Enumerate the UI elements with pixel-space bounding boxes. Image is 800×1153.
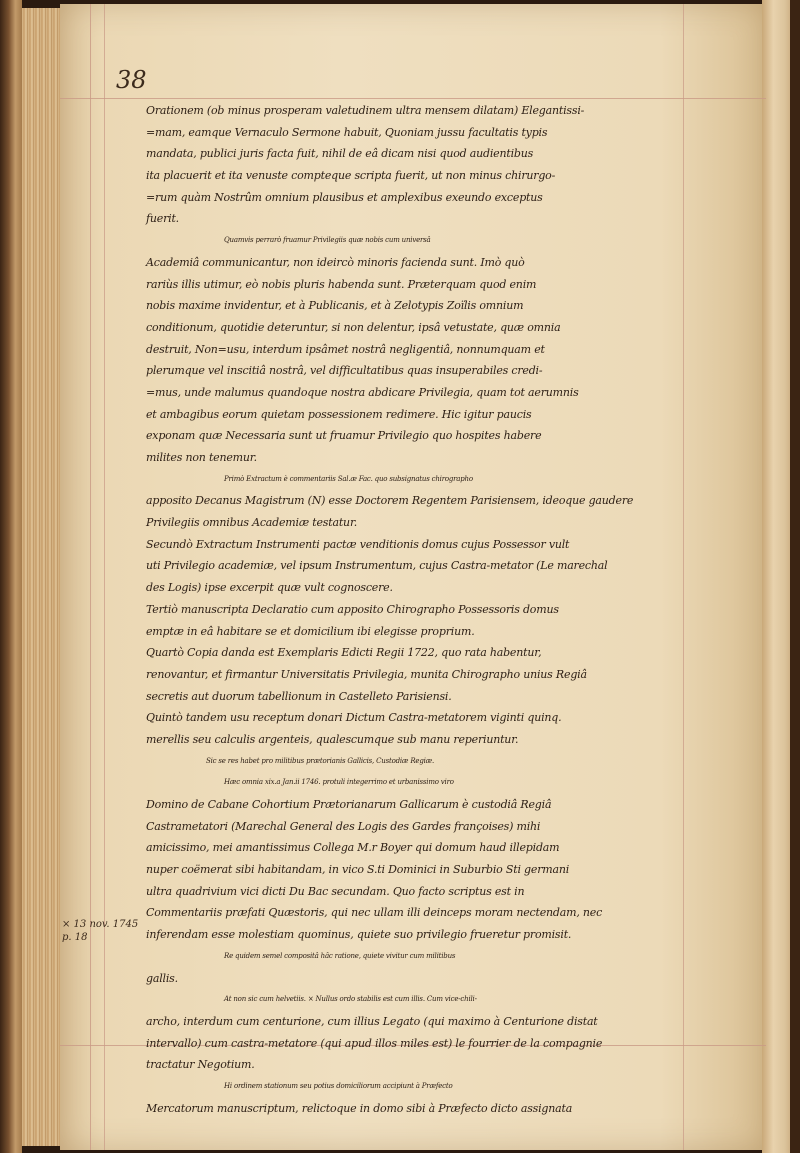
text-line: inferendam esse molestiam quominus, quiete suo privilegio frueretur promisit. <box>146 928 572 942</box>
text-line: emptæ in eâ habitare se et domicilium ibi elegisse proprium. <box>146 624 475 638</box>
text-line: Academiâ communicantur, non ideircò minoris facienda sunt. Imò quò <box>146 255 525 269</box>
text-line: Hæc omnia xix.a Jan.ii 1746. protuli integerrimo et urbanissimo viro <box>224 778 454 787</box>
text-line: Quartò Copia danda est Exemplaris Edicti Regii 1722, quo rata habentur, <box>146 646 542 660</box>
text-line: Quamvis perrarò fruamur Privilegiis quæ nobis cum universâ <box>224 236 431 245</box>
text-line: exponam quæ Necessaria sunt ut fruamur Privilegio quo hospites habere <box>146 429 542 443</box>
text-line: Tertiò manuscripta Declaratio cum apposito Chirographo Possessoris domus <box>146 602 559 616</box>
text-line: Re quidem semel compositâ hâc ratione, quiete vivitur cum militibus <box>224 951 456 960</box>
text-line: Privilegiis omnibus Academiæ testatur. <box>146 516 358 530</box>
manuscript-text <box>146 100 682 1119</box>
text-line: =mam, eamque Vernaculo Sermone habuit, Quoniam jussu facultatis typis <box>146 125 548 139</box>
text-line: secretis aut duorum tabellionum in Castelleto Parisiensi. <box>146 689 452 703</box>
text-line: plerumque vel inscitiâ nostrâ, vel difficultatibus quas insuperabiles credi- <box>146 364 543 378</box>
margin-rule-right <box>683 4 684 1150</box>
top-rule <box>60 98 766 99</box>
text-line: destruit, Non=usu, interdum ipsâmet nostrâ negligentiâ, nonnumquam et <box>146 342 545 356</box>
text-line: milites non tenemur. <box>146 451 257 464</box>
text-line: ita placuerit et ita venuste compteque scripta fuerit, ut non minus chirurgo- <box>146 169 556 183</box>
text-line: apposito Decanus Magistrum (N) esse Doctorem Regentem Parisiensem, ideoque gaudere <box>146 494 634 508</box>
right-background <box>790 0 800 1153</box>
text-line: Sic se res habet pro militibus prætorianis Gallicis, Custodiæ Regiæ. <box>206 756 435 765</box>
text-line: conditionum, quotidie deteruntur, si non delentur, ipsâ vetustate, quæ omnia <box>146 320 561 334</box>
page-stack-edge <box>22 8 62 1146</box>
text-line: nobis maxime invidentur, et à Publicanis, et à Zelotypis Zoïlis omnium <box>146 299 524 313</box>
text-line: Orationem (ob minus prosperam valetudinem ultra mensem dilatam) Elegantissi- <box>146 104 585 117</box>
text-line: =rum quàm Nostrûm omnium plausibus et amplexibus exeundo exceptus <box>146 190 543 204</box>
text-line: Castrametatori (Marechal General des Logis des Gardes françoises) mihi <box>146 819 541 833</box>
margin-note <box>62 918 142 944</box>
margin-rule-inner <box>104 4 105 1150</box>
text-line: tractatur Negotium. <box>146 1058 255 1072</box>
text-line: gallis. <box>146 971 178 985</box>
text-line: des Logis) ipse excerpit quæ vult cognoscere. <box>146 581 393 595</box>
text-line: Mercatorum manuscriptum, relictoque in domo sibi à Præfecto dicto assignata <box>146 1101 573 1115</box>
text-line: intervallo) cum castra-metatore (qui apud illos miles est) le fourrier de la compagnie <box>146 1036 603 1050</box>
margin-rule-outer <box>90 4 91 1150</box>
book-spine-edge <box>0 0 22 1153</box>
text-line: archo, interdum cum centurione, cum illius Legato (qui maximo à Centurione distat <box>146 1014 598 1028</box>
page-number: 38 <box>116 66 147 94</box>
margin-note-line: p. 18 <box>62 932 88 943</box>
text-line: fuerit. <box>146 212 179 226</box>
text-line: renovantur, et firmantur Universitatis Privilegia, munita Chirographo unius Regiâ <box>146 667 587 681</box>
text-line: At non sic cum helvetiis. × Nullus ordo stabilis est cum illis. Cum vice-chili- <box>224 995 477 1004</box>
text-line: Secundò Extractum Instrumenti pactæ venditionis domus cujus Possessor vult <box>146 537 570 551</box>
text-line: nuper coëmerat sibi habitandam, in vico S.ti Dominici in Suburbio Sti germani <box>146 863 570 877</box>
text-line: mandata, publici juris facta fuit, nihil de eâ dicam nisi quod audientibus <box>146 147 534 161</box>
text-line: amicissimo, mei amantissimus Collega M.r Boyer qui domum haud illepidam <box>146 841 560 855</box>
text-line: =mus, unde malumus quandoque nostra abdicare Privilegia, quam tot aerumnis <box>146 385 579 399</box>
text-line: Quintò tandem usu receptum donari Dictum Castra-metatorem viginti quinq. <box>146 711 562 725</box>
text-line: ultra quadrivium vici dicti Du Bac secundam. Quo facto scriptus est in <box>146 884 525 898</box>
text-line: et ambagibus eorum quietam possessionem redimere. Hic igitur paucis <box>146 407 532 421</box>
text-line: uti Privilegio academiæ, vel ipsum Instrumentum, cujus Castra-metator (Le marechal <box>146 559 608 573</box>
text-line: Primò Extractum è commentariis Sal.æ Fac. quo subsignatus chirographo <box>224 474 473 483</box>
text-line: Domino de Cabane Cohortium Prætorianarum Gallicarum è custodiâ Regiâ <box>146 798 552 811</box>
text-line: merellis seu calculis argenteis, qualescumque sub manu reperiuntur. <box>146 732 519 746</box>
margin-note-line: × 13 nov. 1745 <box>62 919 139 930</box>
text-line: Commentariis præfati Quæstoris, qui nec ullam illi deinceps moram nectendam, nec <box>146 906 603 920</box>
text-line: Hi ordinem stationum seu potius domiciliorum accipiunt à Præfecto <box>224 1081 453 1090</box>
text-line: rariùs illis utimur, eò nobis pluris habenda sunt. Præterquam quod enim <box>146 277 537 291</box>
